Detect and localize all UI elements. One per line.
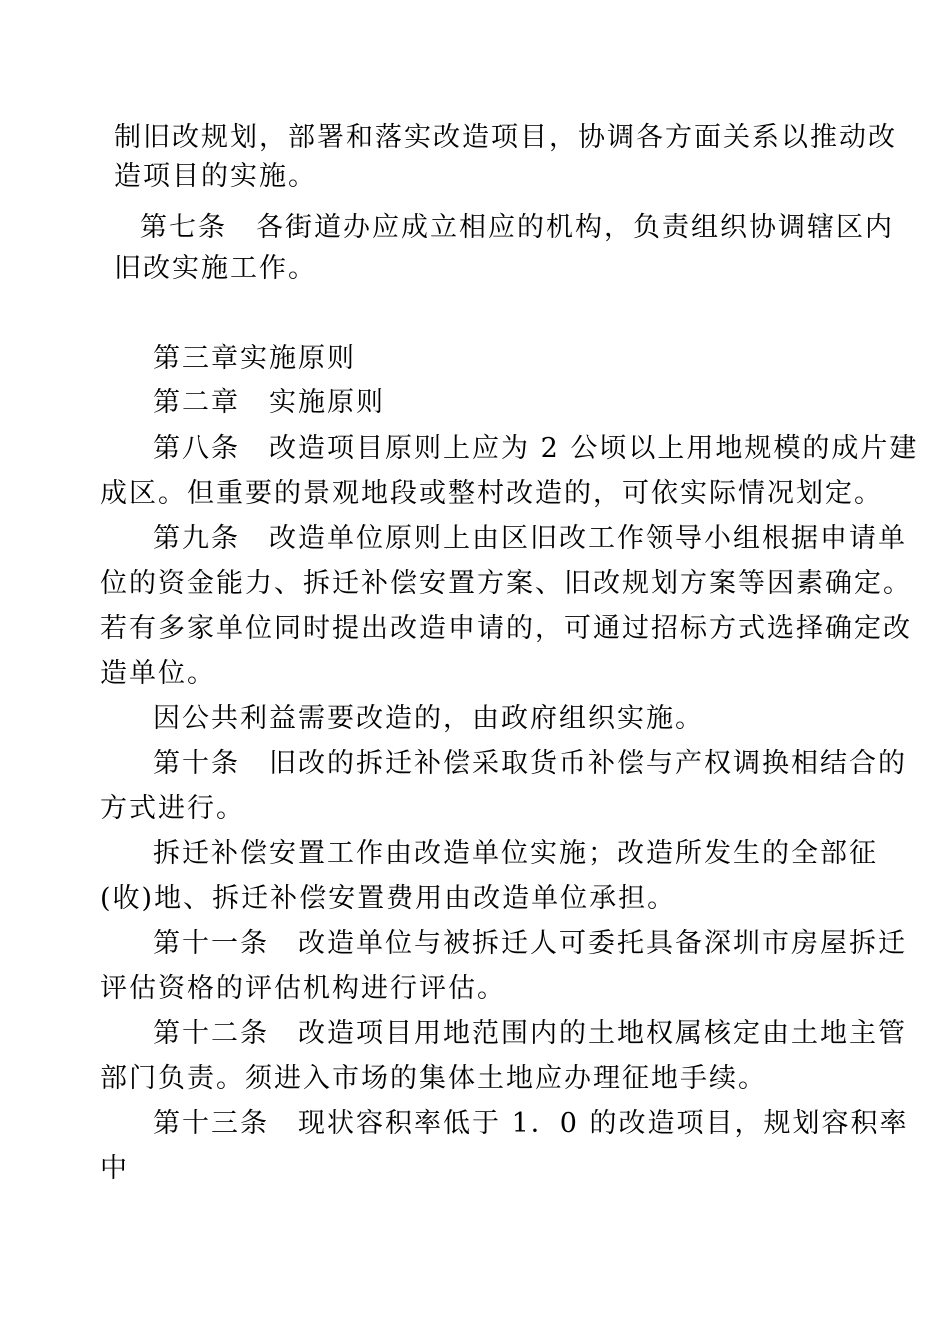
text-line: 方式进行。 bbox=[100, 793, 245, 824]
text-line: 若有多家单位同时提出改造申请的，可通过招标方式选择确定改 bbox=[100, 613, 912, 644]
text-line: 成区。但重要的景观地段或整村改造的，可依实际情况划定。 bbox=[100, 478, 883, 509]
text-line: 第十条 旧改的拆迁补偿采取货币补偿与产权调换相结合的 bbox=[153, 748, 907, 779]
text-line: 第十二条 改造项目用地范围内的土地权属核定由土地主管 bbox=[153, 1018, 907, 1049]
text-line: 造单位。 bbox=[100, 658, 216, 689]
text-line: 旧改实施工作。 bbox=[114, 253, 317, 284]
text-line: 中 bbox=[100, 1153, 129, 1184]
text-line: 第十三条 现状容积率低于 1．0 的改造项目，规划容积率 bbox=[153, 1108, 909, 1139]
text-line: 第七条 各街道办应成立相应的机构，负责组织协调辖区内 bbox=[140, 212, 894, 243]
text-line: 部门负责。须进入市场的集体土地应办理征地手续。 bbox=[100, 1063, 767, 1094]
text-line: 拆迁补偿安置工作由改造单位实施；改造所发生的全部征 bbox=[153, 838, 878, 869]
chapter-heading: 第二章 实施原则 bbox=[153, 387, 385, 418]
text-line: 第十一条 改造单位与被拆迁人可委托具备深圳市房屋拆迁 bbox=[153, 928, 907, 959]
text-line: 制旧改规划，部署和落实改造项目，协调各方面关系以推动改 bbox=[114, 122, 897, 153]
text-line: 造项目的实施。 bbox=[114, 161, 317, 192]
text-line: 第九条 改造单位原则上由区旧改工作领导小组根据申请单 bbox=[153, 523, 907, 554]
text-line: 评估资格的评估机构进行评估。 bbox=[100, 973, 506, 1004]
text-line: 第八条 改造项目原则上应为 2 公顷以上用地规模的成片建 bbox=[153, 433, 919, 464]
text-line: 因公共利益需要改造的，由政府组织实施。 bbox=[153, 703, 704, 734]
chapter-heading: 第三章实施原则 bbox=[153, 343, 356, 374]
text-line: 位的资金能力、拆迁补偿安置方案、旧改规划方案等因素确定。 bbox=[100, 568, 912, 599]
text-line: (收)地、拆迁补偿安置费用由改造单位承担。 bbox=[100, 883, 677, 914]
